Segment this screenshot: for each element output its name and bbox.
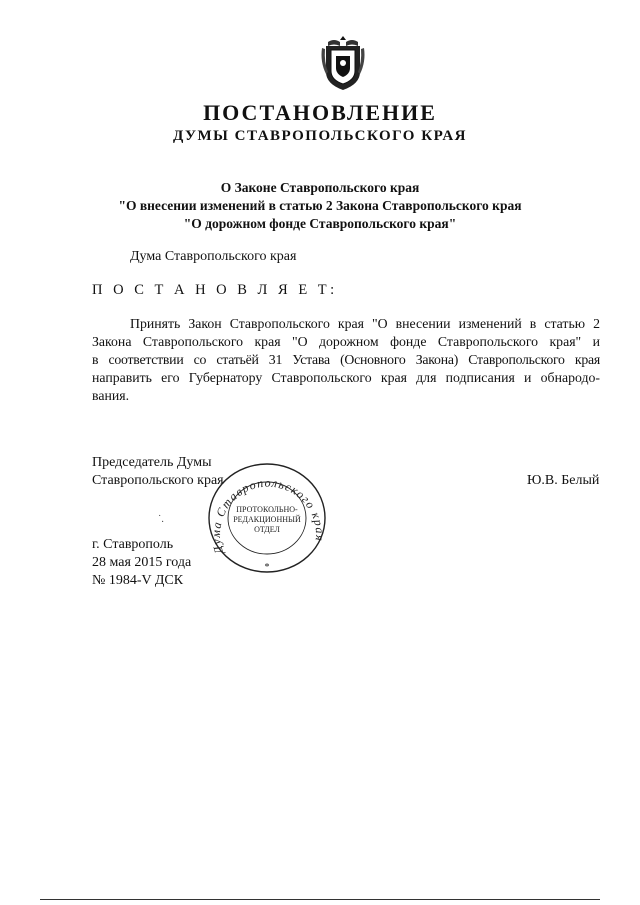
stamp-center-line: РЕДАКЦИОННЫЙ [233,515,301,524]
signatory-position: Ставропольского края [92,473,224,488]
body-text-line: направить его Губернатору Ставропольского края для подписания и обнародо- [92,370,600,385]
document-number: № 1984-V ДСК [92,573,184,588]
body-text-line: вания. [92,388,130,403]
place: г. Ставрополь [92,537,174,552]
law-heading-line: "О внесении изменений в статью 2 Закона Ставропольского края [118,198,522,213]
stamp-ring-text: Дума Ставропольского края [208,475,328,556]
law-heading-line: О Законе Ставропольского края [220,180,420,195]
signatory-position: Председатель Думы [92,455,212,470]
stamp-star: * [264,562,270,573]
page-bottom-rule [40,899,600,900]
stamp-center-line: ПРОТОКОЛЬНО- [236,505,298,514]
resolves-heading: П О С Т А Н О В Л Я Е Т: [92,282,338,298]
body-text-line: в соответствии со статьёй 31 Устава (Основного Закона) Ставропольского края [92,352,600,367]
official-stamp [205,460,329,576]
stamp-center-line: ОТДЕЛ [254,525,280,534]
body-text-line: Принять Закон Ставропольского края "О внесении изменений в статью 2 [130,316,600,331]
law-heading-line: "О дорожном фонде Ставропольского края" [183,216,457,231]
body-text-line: Закона Ставропольского края "О дорожном фонде Ставропольского края" и [92,334,600,349]
coat-of-arms-icon [318,34,368,92]
document-title: ПОСТАНОВЛЕНИЕ [203,100,437,125]
body-subject: Дума Ставропольского края [130,249,297,264]
document-subtitle: ДУМЫ СТАВРОПОЛЬСКОГО КРАЯ [172,128,467,144]
ink-dot: ˙. [158,514,164,525]
signatory-name: Ю.В. Белый [527,473,600,488]
date: 28 мая 2015 года [92,555,192,570]
